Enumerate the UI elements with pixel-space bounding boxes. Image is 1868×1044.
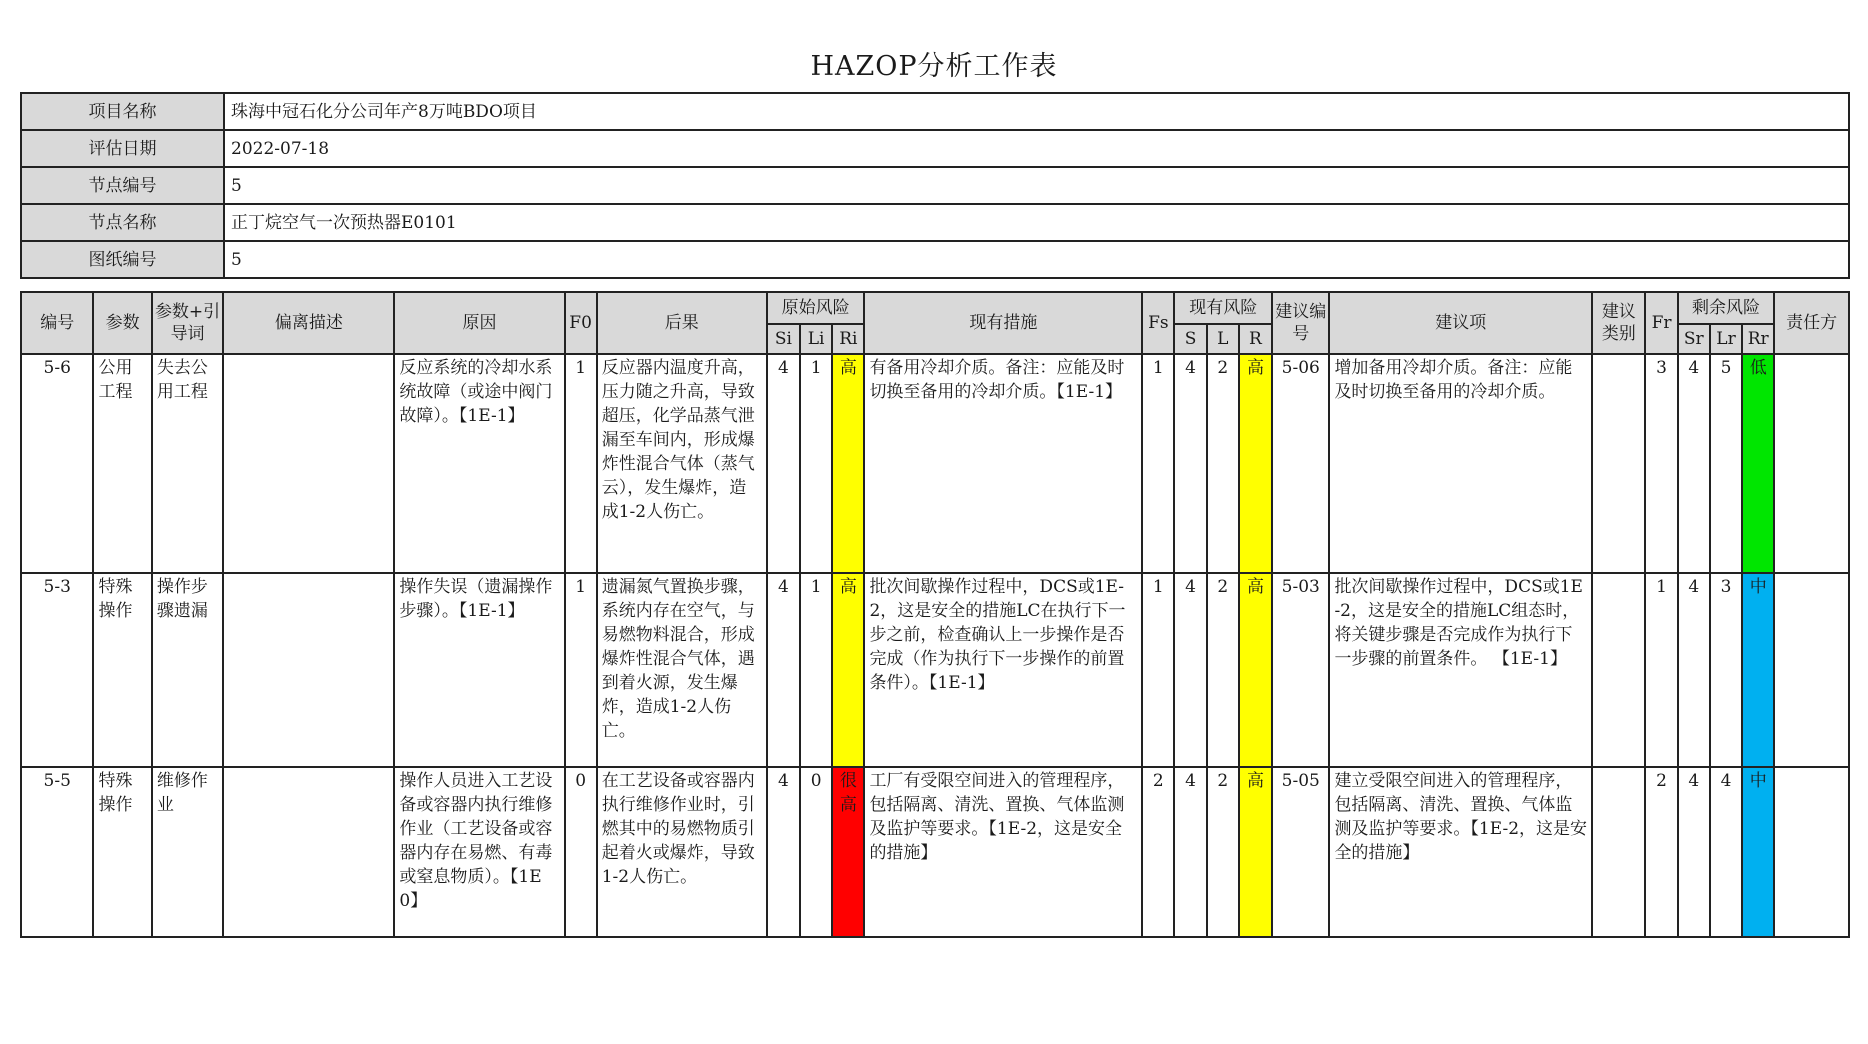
cell-no: 5-3 [21,573,93,767]
info-row [21,241,1849,278]
cell-sugg: 增加备用冷却介质。备注：应能及时切换至备用的冷却介质。 [1329,354,1592,573]
cell-guide: 维修作业 [152,767,223,937]
cell-l: 2 [1207,573,1239,767]
cell-sugg-type [1592,573,1645,767]
col-header-rr: Rr [1742,324,1774,354]
cell-f0: 0 [565,767,597,937]
cell-owner [1774,354,1849,573]
info-label: 项目名称 [21,93,224,130]
col-header-owner: 责任方 [1774,292,1849,354]
cell-fs: 2 [1142,767,1174,937]
cell-measures: 有备用冷却介质。备注：应能及时切换至备用的冷却介质。【1E-1】 [864,354,1142,573]
cell-deviation [223,767,394,937]
info-label: 节点编号 [21,167,224,204]
col-header-cur-risk: 现有风险 [1174,292,1272,324]
info-row [21,167,1849,204]
col-header-f0: F0 [565,292,597,354]
col-header-fs: Fs [1142,292,1174,354]
cell-sugg-type [1592,767,1645,937]
cell-li: 1 [800,573,832,767]
col-header-orig-risk: 原始风险 [767,292,865,324]
cell-l: 2 [1207,354,1239,573]
col-header-fr: Fr [1645,292,1677,354]
cell-consequence: 反应器内温度升高，压力随之升高，导致超压，化学品蒸气泄漏至车间内，形成爆炸性混合气体（蒸气云），发生爆炸，造成1-2人伤亡。 [597,354,767,573]
cell-guide: 操作步骤遗漏 [152,573,223,767]
col-header-param-guide: 参数+引导词 [152,292,223,354]
table-row [21,573,1849,767]
col-header-param: 参数 [93,292,151,354]
cell-param: 公用工程 [93,354,151,573]
cell-li: 0 [800,767,832,937]
info-label: 评估日期 [21,130,224,167]
info-value: 珠海中冠石化分公司年产8万吨BDO项目 [224,93,1849,130]
info-row [21,130,1849,167]
cell-l: 2 [1207,767,1239,937]
col-header-sugg: 建议项 [1329,292,1592,354]
header-row [21,292,1849,324]
cell-no: 5-6 [21,354,93,573]
cell-consequence: 在工艺设备或容器内执行维修作业时，引燃其中的易燃物质引起着火或爆炸，导致1-2人伤亡。 [597,767,767,937]
table-row [21,767,1849,937]
cell-measures: 批次间歇操作过程中，DCS或1E-2，这是安全的措施LC在执行下一步之前，检查确认上一步操作是否完成（作为执行下一步操作的前置条件）。【1E-1】 [864,573,1142,767]
project-info-table [20,92,1850,279]
cell-si: 4 [767,354,800,573]
cell-ri-risk-badge: 高 [832,573,864,767]
cell-fr: 2 [1645,767,1677,937]
info-value: 2022-07-18 [224,130,1849,167]
cell-sr: 4 [1678,767,1710,937]
cell-r-risk-badge: 高 [1239,354,1272,573]
col-header-ri: Ri [832,324,864,354]
cell-consequence: 遗漏氮气置换步骤，系统内存在空气，与易燃物料混合，形成爆炸性混合气体，遇到着火源，发生爆炸，造成1-2人伤亡。 [597,573,767,767]
cell-f0: 1 [565,573,597,767]
info-value: 正丁烷空气一次预热器E0101 [224,204,1849,241]
cell-lr: 3 [1710,573,1742,767]
info-value: 5 [224,167,1849,204]
col-header-l: L [1207,324,1239,354]
cell-sugg-type [1592,354,1645,573]
col-header-cause: 原因 [394,292,564,354]
cell-cause: 反应系统的冷却水系统故障（或途中阀门故障）。【1E-1】 [394,354,564,573]
cell-owner [1774,573,1849,767]
cell-rr-risk-badge: 中 [1742,767,1774,937]
cell-sr: 4 [1678,354,1710,573]
cell-rr-risk-badge: 低 [1742,354,1774,573]
cell-fs: 1 [1142,573,1174,767]
cell-s: 4 [1174,767,1206,937]
col-header-measures: 现有措施 [864,292,1142,354]
table-row [21,354,1849,573]
col-header-li: Li [800,324,832,354]
col-header-s: S [1174,324,1206,354]
cell-rr-risk-badge: 中 [1742,573,1774,767]
cell-f0: 1 [565,354,597,573]
cell-param: 特殊操作 [93,767,151,937]
cell-sr: 4 [1678,573,1710,767]
info-row [21,93,1849,130]
cell-deviation [223,573,394,767]
cell-measures: 工厂有受限空间进入的管理程序，包括隔离、清洗、置换、气体监测及监护等要求。【1E-2，这是安全的措施】 [864,767,1142,937]
page-title: HAZOP分析工作表 [810,51,1058,82]
cell-ri-risk-badge: 很高 [832,767,864,937]
info-value: 5 [224,241,1849,278]
info-label: 节点名称 [21,204,224,241]
cell-s: 4 [1174,573,1206,767]
cell-r-risk-badge: 高 [1239,573,1272,767]
col-header-r: R [1239,324,1272,354]
col-header-resid-risk: 剩余风险 [1678,292,1775,324]
col-header-sr: Sr [1678,324,1710,354]
cell-param: 特殊操作 [93,573,151,767]
col-header-no: 编号 [21,292,93,354]
cell-sugg-no: 5-06 [1272,354,1329,573]
cell-si: 4 [767,573,800,767]
col-header-deviation: 偏离描述 [223,292,394,354]
cell-li: 1 [800,354,832,573]
col-header-consequence: 后果 [597,292,767,354]
cell-s: 4 [1174,354,1206,573]
cell-sugg: 建立受限空间进入的管理程序，包括隔离、清洗、置换、气体监测及监护等要求。【1E-2，这是安全的措施】 [1329,767,1592,937]
col-header-sugg-no: 建议编号 [1272,292,1329,354]
cell-si: 4 [767,767,800,937]
cell-ri-risk-badge: 高 [832,354,864,573]
cell-no: 5-5 [21,767,93,937]
cell-lr: 4 [1710,767,1742,937]
hazop-table [20,291,1850,938]
cell-fr: 3 [1645,354,1677,573]
cell-owner [1774,767,1849,937]
col-header-si: Si [767,324,800,354]
cell-guide: 失去公用工程 [152,354,223,573]
info-label: 图纸编号 [21,241,224,278]
cell-sugg-no: 5-05 [1272,767,1329,937]
col-header-lr: Lr [1710,324,1742,354]
cell-sugg: 批次间歇操作过程中，DCS或1E-2，这是安全的措施LC组态时，将关键步骤是否完成作为执行下一步骤的前置条件。 【1E-1】 [1329,573,1592,767]
cell-fr: 1 [1645,573,1677,767]
cell-r-risk-badge: 高 [1239,767,1272,937]
col-header-sugg-type: 建议类别 [1592,292,1645,354]
cell-cause: 操作人员进入工艺设备或容器内执行维修作业（工艺设备或容器内存在易燃、有毒或窒息物质）。【1E0】 [394,767,564,937]
cell-deviation [223,354,394,573]
cell-fs: 1 [1142,354,1174,573]
info-row [21,204,1849,241]
cell-sugg-no: 5-03 [1272,573,1329,767]
cell-cause: 操作失误（遗漏操作步骤）。【1E-1】 [394,573,564,767]
cell-lr: 5 [1710,354,1742,573]
